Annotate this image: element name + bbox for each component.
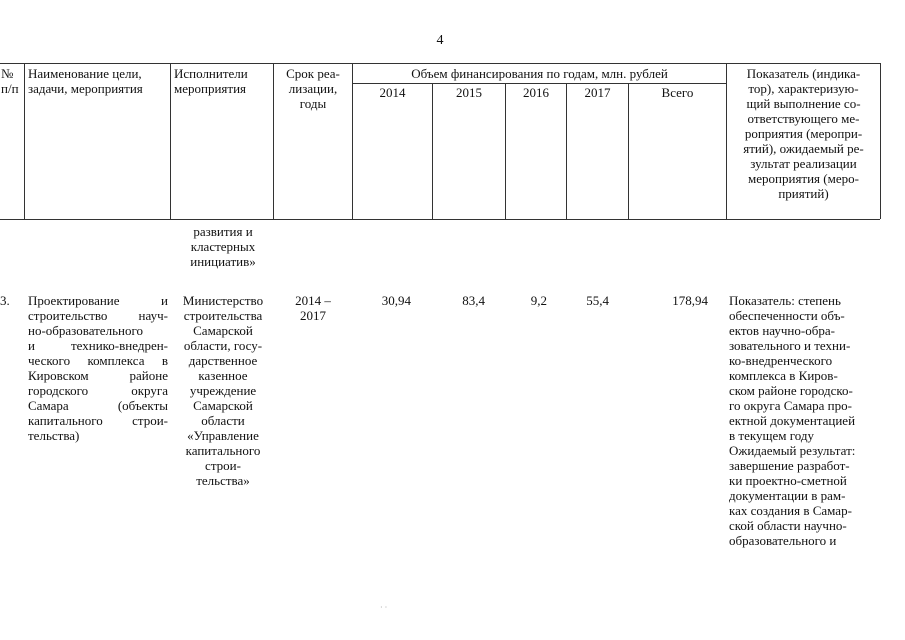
row-executors-line: учреждение [189,383,257,398]
row-executors-line: дарственное [188,353,258,368]
row-indicator-line: документации в рам- [729,488,846,503]
row-executors-line: «Управление [187,428,259,443]
row-executors-line: строи- [205,458,241,473]
header-term-line: годы [299,96,327,111]
header-name-line: Наименование цели, [28,66,142,81]
header-indicator-line: приятий) [778,186,829,201]
row-indicator-line: ектов научно-обра- [729,323,835,338]
row-indicator-line: ской области научно- [729,518,847,533]
row-name-line: но-образовательного [28,323,143,338]
row-indicator-line: ко-внедренческого [729,353,833,368]
row-executors-line: Самарской [193,398,253,413]
header-indicator-line: ответствующего ме- [747,111,860,126]
row-name-line: и технико-внедрен- [28,338,168,353]
row-executors [172,293,274,488]
header-year-2017: 2017 [584,85,611,100]
header-indicator-line: тор), характеризую- [748,81,859,96]
row-name-line: капитального строи- [28,413,168,428]
row-name-line: строительство науч- [28,308,168,323]
row-executors-line: области [201,413,245,428]
row-value-2015: 83,4 [462,293,485,308]
page-number: 4 [436,33,444,48]
row-indicator-line: го округа Самара про- [729,398,852,413]
header-executors [174,66,272,96]
header-indicator-line: зультат реализации [750,156,857,171]
header-term-line: Срок реа- [286,66,340,81]
header-executors-line: Исполнители [174,66,248,81]
row-term [276,293,350,323]
carryover-line: инициатив» [190,254,256,269]
header-indicator-line: роприятия (меропри- [744,126,863,141]
row-name-line: тельства) [28,428,80,443]
header-indicator-line: мероприятия (меро- [748,171,859,186]
row-value-total: 178,94 [672,293,708,308]
row-value-2016: 9,2 [530,293,547,308]
row-executors-line: Самарской [193,323,253,338]
header-year-2014: 2014 [379,85,406,100]
row-name-line: Самара (объекты [28,398,168,413]
row-executors-line: тельства» [196,473,250,488]
row-term-line: 2014 – [295,293,331,308]
row-indicator-line: завершение разработ- [729,458,850,473]
header-funding-title: Объем финансирования по годам, млн. рублей [411,66,668,81]
row-indicator-line: образовательного и [729,533,837,548]
row-executors-line: казенное [198,368,248,383]
header-executors-line: мероприятия [174,81,247,96]
header-num [1,66,23,96]
header-num-line: № [1,66,14,81]
row-executors-line: Министерство [182,293,264,308]
header-indicator [727,66,880,201]
header-name-line: задачи, мероприятия [28,81,143,96]
row-name-line: Проектирование и [28,293,168,308]
row-value-2014: 30,94 [381,293,411,308]
row-indicator-line: комплекса в Киров- [729,368,838,383]
header-total: Всего [661,85,694,100]
carryover-line: кластерных [190,239,256,254]
row-name-line: Кировском районе [28,368,168,383]
header-term [274,66,352,111]
row-term-line: 2017 [300,308,326,323]
row-value-2017: 55,4 [586,293,609,308]
header-indicator-line: щий выполнение со- [746,96,861,111]
row-indicator-line: Показатель: степень [729,293,841,308]
header-year-2015: 2015 [456,85,482,100]
row-num: 3. [0,293,10,308]
header-num-line: п/п [1,81,19,96]
row-executors-line: области, госу- [183,338,263,353]
header-indicator-line: Показатель (индика- [746,66,861,81]
row-name-line: городского округа [28,383,168,398]
row-name-line: ческого комплекса в [28,353,168,368]
header-term-line: лизации, [288,81,338,96]
row-indicator-line: зовательного и техни- [729,338,851,353]
row-indicator-line: ках создания в Самар- [729,503,852,518]
carryover-line: развития и [193,224,253,239]
row-indicator-line: ектной документацией [729,413,856,428]
row-indicator-line: ском районе городско- [729,383,853,398]
row-indicator-line: Ожидаемый результат: [729,443,856,458]
row-indicator-line: ки проектно-сметной [729,473,847,488]
scan-speck: · · [380,603,388,612]
row-name [28,293,168,443]
header-year-2016: 2016 [523,85,549,100]
row-executors-line: капитального [185,443,261,458]
row-indicator [729,293,881,548]
row-indicator-line: обеспеченности объ- [729,308,845,323]
header-name [28,66,168,96]
row-indicator-line: в текущем году [729,428,814,443]
header-indicator-line: ятий), ожидаемый ре- [743,141,864,156]
row-executors-line: строительства [183,308,263,323]
carryover-executors [174,224,272,269]
